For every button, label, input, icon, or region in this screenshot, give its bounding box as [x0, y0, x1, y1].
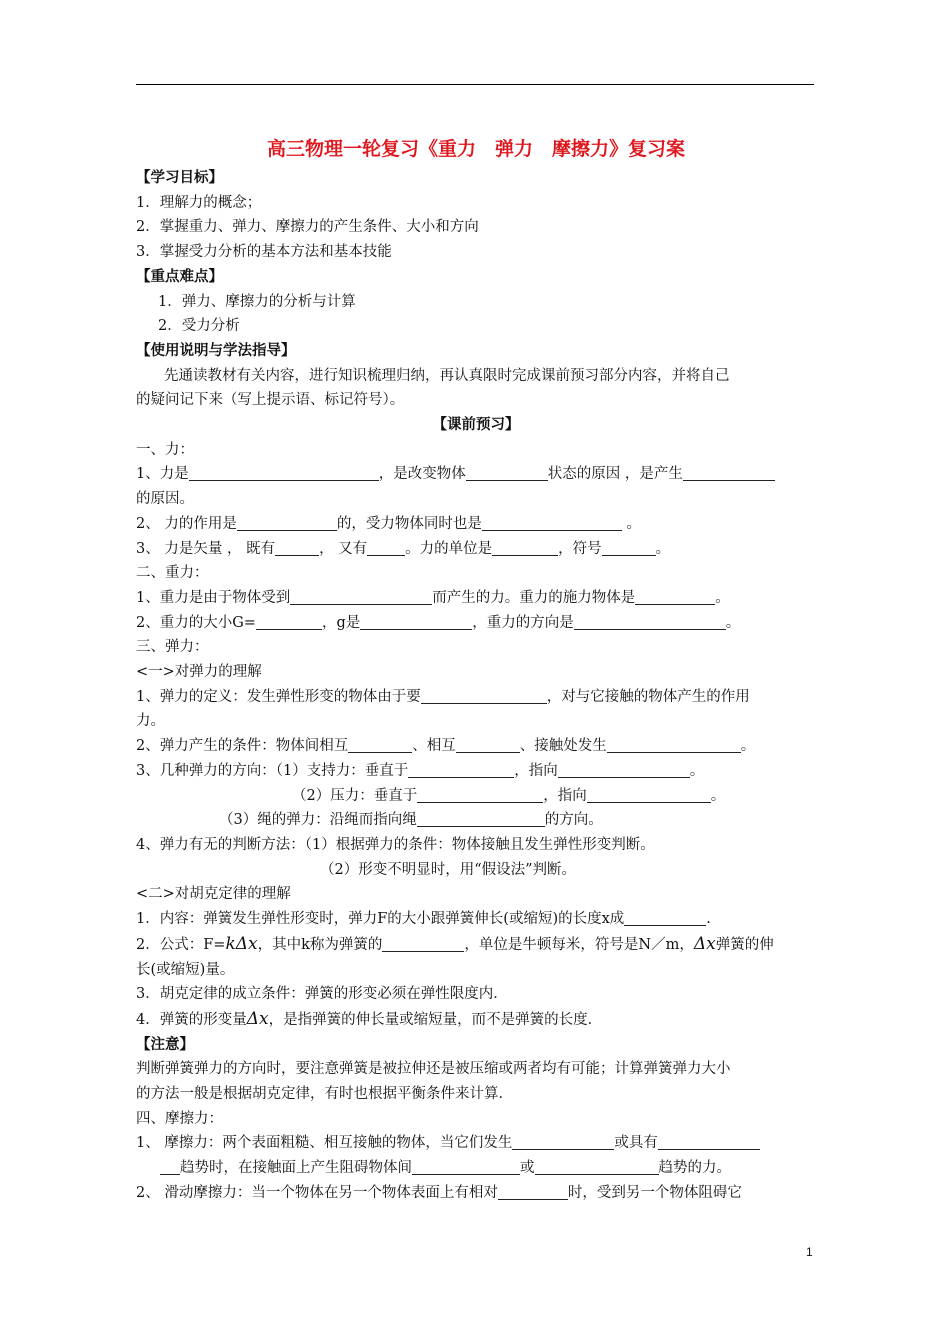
blank[interactable]	[275, 540, 319, 556]
note-text: 的方法一般是根据胡克定律，有时也根据平衡条件来计算．	[136, 1086, 513, 1103]
header-rule	[136, 84, 814, 85]
formula-delta-x: Δx	[246, 1008, 269, 1029]
force-heading: 一、力：	[136, 441, 194, 458]
objective-item: 1．理解力的概念；	[136, 194, 262, 211]
friction-heading: 四、摩擦力：	[136, 1110, 223, 1127]
blank[interactable]	[348, 737, 412, 753]
blank[interactable]	[574, 614, 726, 630]
hooke-content: 1．内容：弹簧发生弹性形变时，弹力F的大小跟弹簧伸长(或缩短)的长度x成 .	[136, 911, 711, 928]
blank[interactable]	[512, 1134, 614, 1150]
hooke-condition: 3．胡克定律的成立条件：弹簧的形变必须在弹性限度内．	[136, 986, 508, 1003]
hooke-deformation: 4．弹簧的形变量Δx，是指弹簧的伸长量或缩短量，而不是弹簧的长度．	[136, 1008, 603, 1029]
keypoint-item: 2．受力分析	[158, 318, 240, 335]
blank[interactable]	[587, 787, 711, 803]
hooke-formula: 2．公式：F=kΔx，其中k称为弹簧的 ，单位是牛顿每米，符号是N／m，Δx弹簧的伸	[136, 933, 774, 954]
elastic-subheading-1: <一>对弹力的理解	[136, 664, 262, 681]
guide-text: 的疑问记下来（写上提示语、标记符号）。	[136, 392, 405, 409]
friction-line-1: 1、 摩擦力：两个表面粗糙、相互接触的物体，当它们发生 或具有	[136, 1131, 816, 1156]
elastic-heading: 三、弹力：	[136, 639, 209, 656]
blank[interactable]	[558, 762, 690, 778]
elastic-directions-1: 3、几种弹力的方向：（1）支持力：垂直于 ，指向 。	[136, 762, 705, 779]
page-number: 1	[806, 1245, 813, 1259]
objective-item: 2．掌握重力、弹力、摩擦力的产生条件、大小和方向	[136, 219, 479, 236]
friction-line-3: 2、 滑动摩擦力：当一个物体在另一个物体表面上有相对 时，受到另一个物体阻碍它	[136, 1184, 742, 1201]
blank[interactable]	[607, 737, 741, 753]
gravity-heading: 二、重力：	[136, 565, 209, 582]
blank[interactable]	[498, 1184, 568, 1200]
keypoints-heading: 【重点难点】	[136, 267, 223, 285]
blank[interactable]	[412, 1159, 520, 1175]
blank[interactable]	[382, 936, 464, 952]
blank[interactable]	[367, 540, 405, 556]
blank[interactable]	[492, 540, 558, 556]
blank[interactable]	[408, 762, 514, 778]
objectives-heading: 【学习目标】	[136, 169, 223, 186]
force-line-2: 2、 力的作用是 的，受力物体同时也是 。	[136, 515, 641, 532]
elastic-directions-3: （3）绳的弹力：沿绳而指向绳 的方向。	[219, 812, 603, 829]
blank[interactable]	[635, 589, 715, 605]
blank[interactable]	[535, 1159, 659, 1175]
note-heading: 【注意】	[136, 1035, 194, 1053]
blank[interactable]	[466, 465, 548, 481]
gravity-line-2: 2、重力的大小G= ，g是 ，重力的方向是 。	[136, 614, 741, 631]
keypoint-item: 1．弹力、摩擦力的分析与计算	[158, 293, 356, 310]
elastic-judge-2: （2）形变不明显时，用“假设法”判断。	[320, 861, 577, 878]
hooke-formula-cont: 长(或缩短)量。	[136, 961, 235, 978]
blank[interactable]	[160, 1159, 180, 1175]
objective-item: 3．掌握受力分析的基本方法和基本技能	[136, 244, 392, 261]
page-title: 高三物理一轮复习《重力 弹力 摩擦力》复习案	[266, 138, 685, 160]
blank[interactable]	[421, 688, 547, 704]
blank[interactable]	[658, 1134, 760, 1150]
formula-k-delta-x: kΔx	[225, 933, 258, 954]
blank[interactable]	[189, 465, 379, 481]
blank[interactable]	[602, 540, 656, 556]
force-line-3: 3、 力是矢量 ， 既有 ， 又有 。力的单位是 ，符号 。	[136, 540, 671, 557]
elastic-conditions: 2、弹力产生的条件：物体间相互 、相互 、接触处发生 。	[136, 738, 756, 755]
friction-line-2: 趋势时，在接触面上产生阻碍物体间 或 趋势的力。	[136, 1156, 816, 1181]
gravity-line-1: 1、重力是由于物体受到 而产生的力。重力的施力物体是 。	[136, 589, 730, 606]
hooke-subheading: <二>对胡克定律的理解	[136, 886, 291, 903]
document-body	[136, 134, 816, 1206]
blank[interactable]	[624, 910, 706, 926]
blank[interactable]	[482, 515, 622, 531]
note-text: 判断弹簧弹力的方向时，要注意弹簧是被拉伸还是被压缩或两者均有可能；计算弹簧弹力大小	[136, 1061, 731, 1078]
blank[interactable]	[417, 787, 543, 803]
force-line-1: 1、力是 ，是改变物体 状态的原因 ，是产生	[136, 462, 816, 487]
elastic-judge-1: 4、弹力有无的判断方法：（1）根据弹力的条件：物体接触且发生弹性形变判断。	[136, 836, 655, 853]
blank[interactable]	[683, 465, 775, 481]
blank[interactable]	[237, 515, 337, 531]
preview-heading: 【课前预习】	[432, 416, 520, 434]
blank[interactable]	[456, 737, 520, 753]
guide-heading: 【使用说明与学法指导】	[136, 341, 296, 359]
elastic-def: 1、弹力的定义：发生弹性形变的物体由于要 ，对与它接触的物体产生的作用	[136, 688, 750, 705]
blank[interactable]	[360, 614, 472, 630]
blank[interactable]	[417, 811, 545, 827]
guide-text: 先通读教材有关内容，进行知识梳理归纳，再认真限时完成课前预习部分内容，并将自己	[164, 367, 730, 384]
blank[interactable]	[290, 589, 432, 605]
elastic-directions-2: （2）压力：垂直于 ，指向 。	[292, 787, 726, 804]
force-line-1b: 的原因。	[136, 491, 194, 508]
blank[interactable]	[256, 614, 322, 630]
elastic-def-cont: 力。	[136, 713, 165, 730]
formula-delta-x: Δx	[693, 933, 716, 954]
